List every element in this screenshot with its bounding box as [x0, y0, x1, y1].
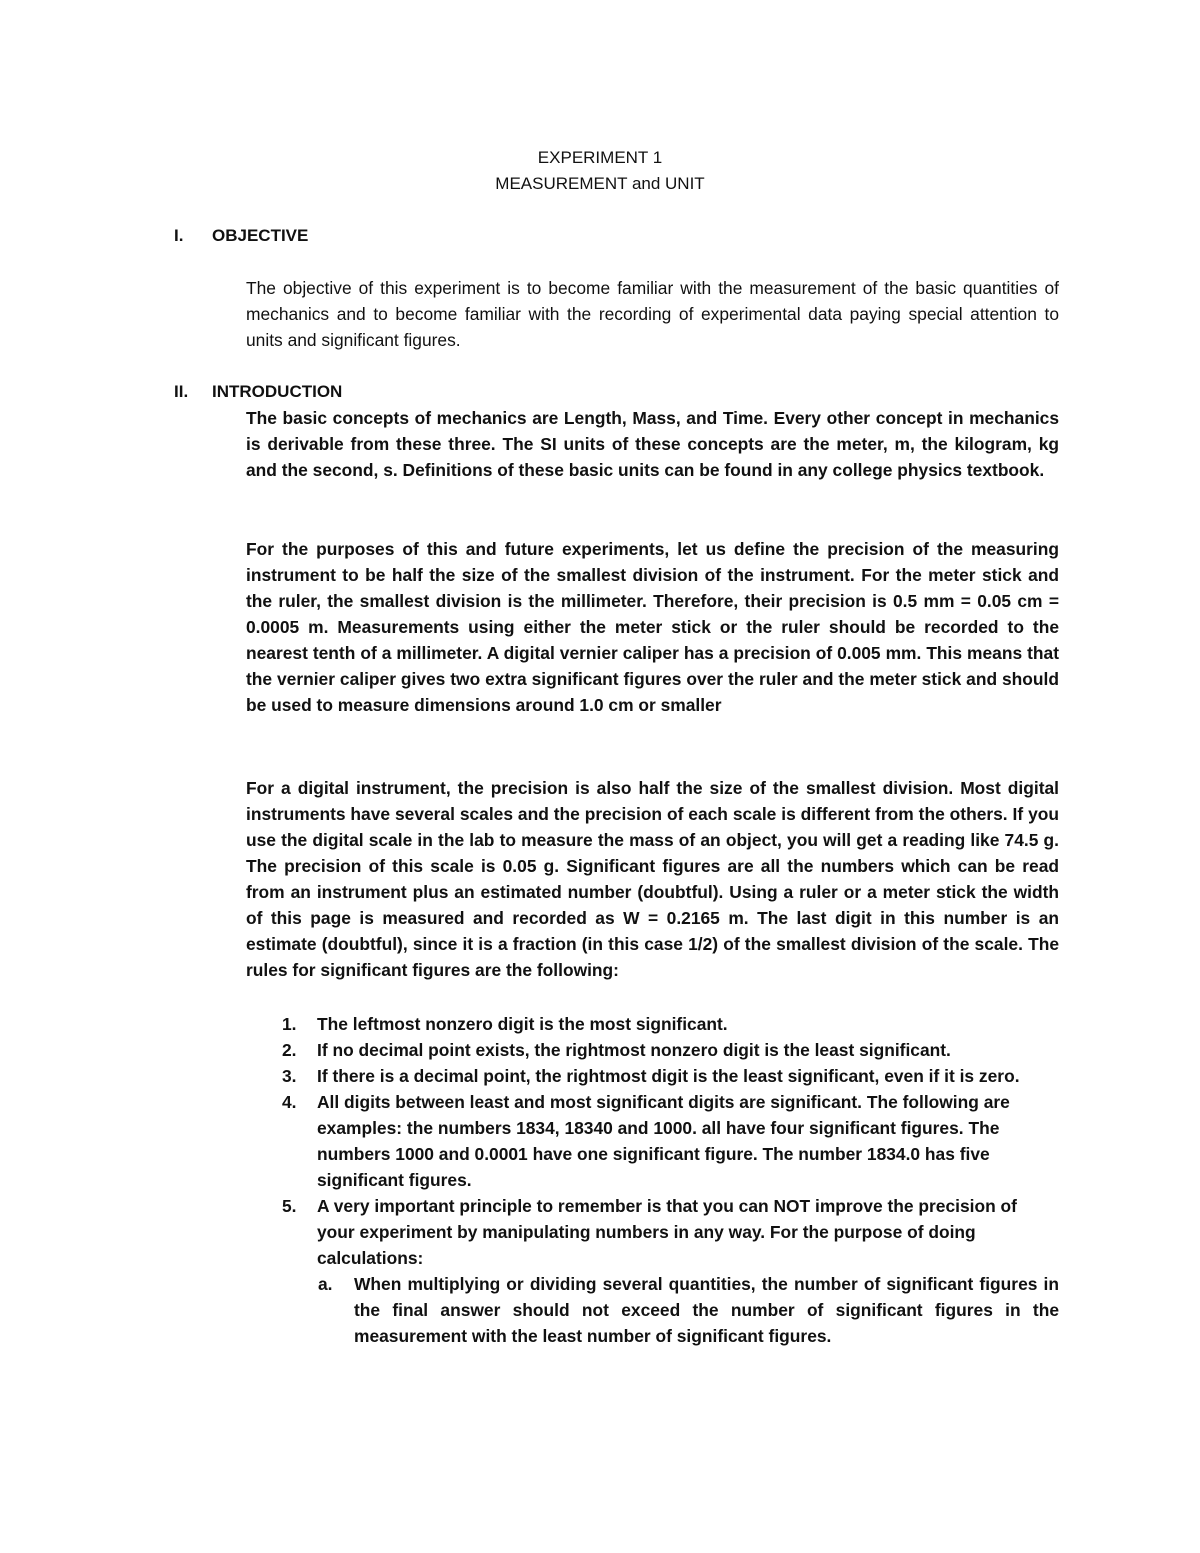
- list-marker: 2.: [282, 1040, 297, 1060]
- list-item: [282, 1089, 1059, 1193]
- list-marker: 3.: [282, 1066, 297, 1086]
- introduction-paragraph-2: For the purposes of this and future experiments, let us define the precision of the measuring instrument to be half the size of the smallest division of the instrument. For the meter stick and the ruler, the smallest division is the millimeter. Therefore, their precision is 0.5 mm = 0.05 cm = 0.0005 m. Measurements using either the meter stick or the ruler should be recorded to the nearest tenth of a millimeter. A digital vernier caliper has a precision of 0.005 mm. This means that the vernier caliper gives two extra significant figures over the ruler and the meter stick and should be used to measure dimensions around 1.0 cm or smaller: [246, 539, 1059, 715]
- list-item-text: When multiplying or dividing several quantities, the number of significant figures in the final answer should not exceed the number of significant figures in the measurement with the least number of significant figures.: [354, 1274, 1059, 1346]
- significant-figures-rules-list: [282, 1011, 1059, 1349]
- list-marker: 5.: [282, 1196, 297, 1216]
- list-marker: 1.: [282, 1014, 297, 1034]
- section-objective-heading: [174, 223, 308, 249]
- section-introduction-heading: [174, 379, 342, 405]
- list-item: [282, 1011, 1059, 1037]
- introduction-paragraph-3: For a digital instrument, the precision is also half the size of the smallest division. Most digital instruments have several scales and the precision of each scale is different from the others. If you use the digital scale in the lab to measure the mass of an object, you will get a reading like 74.5 g. The precision of this scale is 0.05 g. Significant figures are all the numbers which can be read from an instrument plus an estimated number (doubtful). Using a ruler or a meter stick the width of this page is measured and recorded as W = 0.2165 m. The last digit in this number is an estimate (doubtful), since it is a fraction (in this case 1/2) of the smallest division of the scale. The rules for significant figures are the following:: [246, 778, 1059, 980]
- experiment-title: MEASUREMENT and UNIT: [495, 174, 705, 193]
- experiment-number: EXPERIMENT 1: [537, 148, 663, 167]
- list-item-text: The leftmost nonzero digit is the most significant.: [317, 1014, 728, 1034]
- list-item: [282, 1037, 1059, 1063]
- list-item: [282, 1063, 1059, 1089]
- objective-paragraph: The objective of this experiment is to become familiar with the measurement of the basic quantities of mechanics and to become familiar with the recording of experimental data paying special attention to units and significant figures.: [246, 278, 1059, 350]
- section-title: INTRODUCTION: [212, 382, 343, 401]
- section-number: II.: [174, 382, 189, 401]
- calculation-subrules-list: [282, 1271, 1059, 1349]
- list-item: [318, 1271, 1059, 1349]
- list-item: [282, 1193, 1059, 1271]
- list-item-text: All digits between least and most significant digits are significant. The following are examples: the numbers 1834, 18340 and 1000. all have four significant figures. The numbers 1000 and 0.0001 have one significant figure. The number 1834.0 has five significant figures.: [317, 1092, 1010, 1190]
- list-marker: 4.: [282, 1092, 297, 1112]
- section-title: OBJECTIVE: [212, 226, 309, 245]
- list-item-text: If there is a decimal point, the rightmost digit is the least significant, even if it is zero.: [317, 1066, 1020, 1086]
- list-item-text: A very important principle to remember is that you can NOT improve the precision of your experiment by manipulating numbers in any way. For the purpose of doing calculations:: [317, 1196, 1017, 1268]
- list-item-text: If no decimal point exists, the rightmost nonzero digit is the least significant.: [317, 1040, 951, 1060]
- section-number: I.: [174, 226, 184, 245]
- document-title: [0, 145, 1200, 197]
- introduction-paragraph-1: The basic concepts of mechanics are Length, Mass, and Time. Every other concept in mechanics is derivable from these three. The SI units of these concepts are the meter, m, the kilogram, kg and the second, s. Definitions of these basic units can be found in any college physics textbook.: [246, 408, 1059, 480]
- list-marker: a.: [318, 1274, 333, 1294]
